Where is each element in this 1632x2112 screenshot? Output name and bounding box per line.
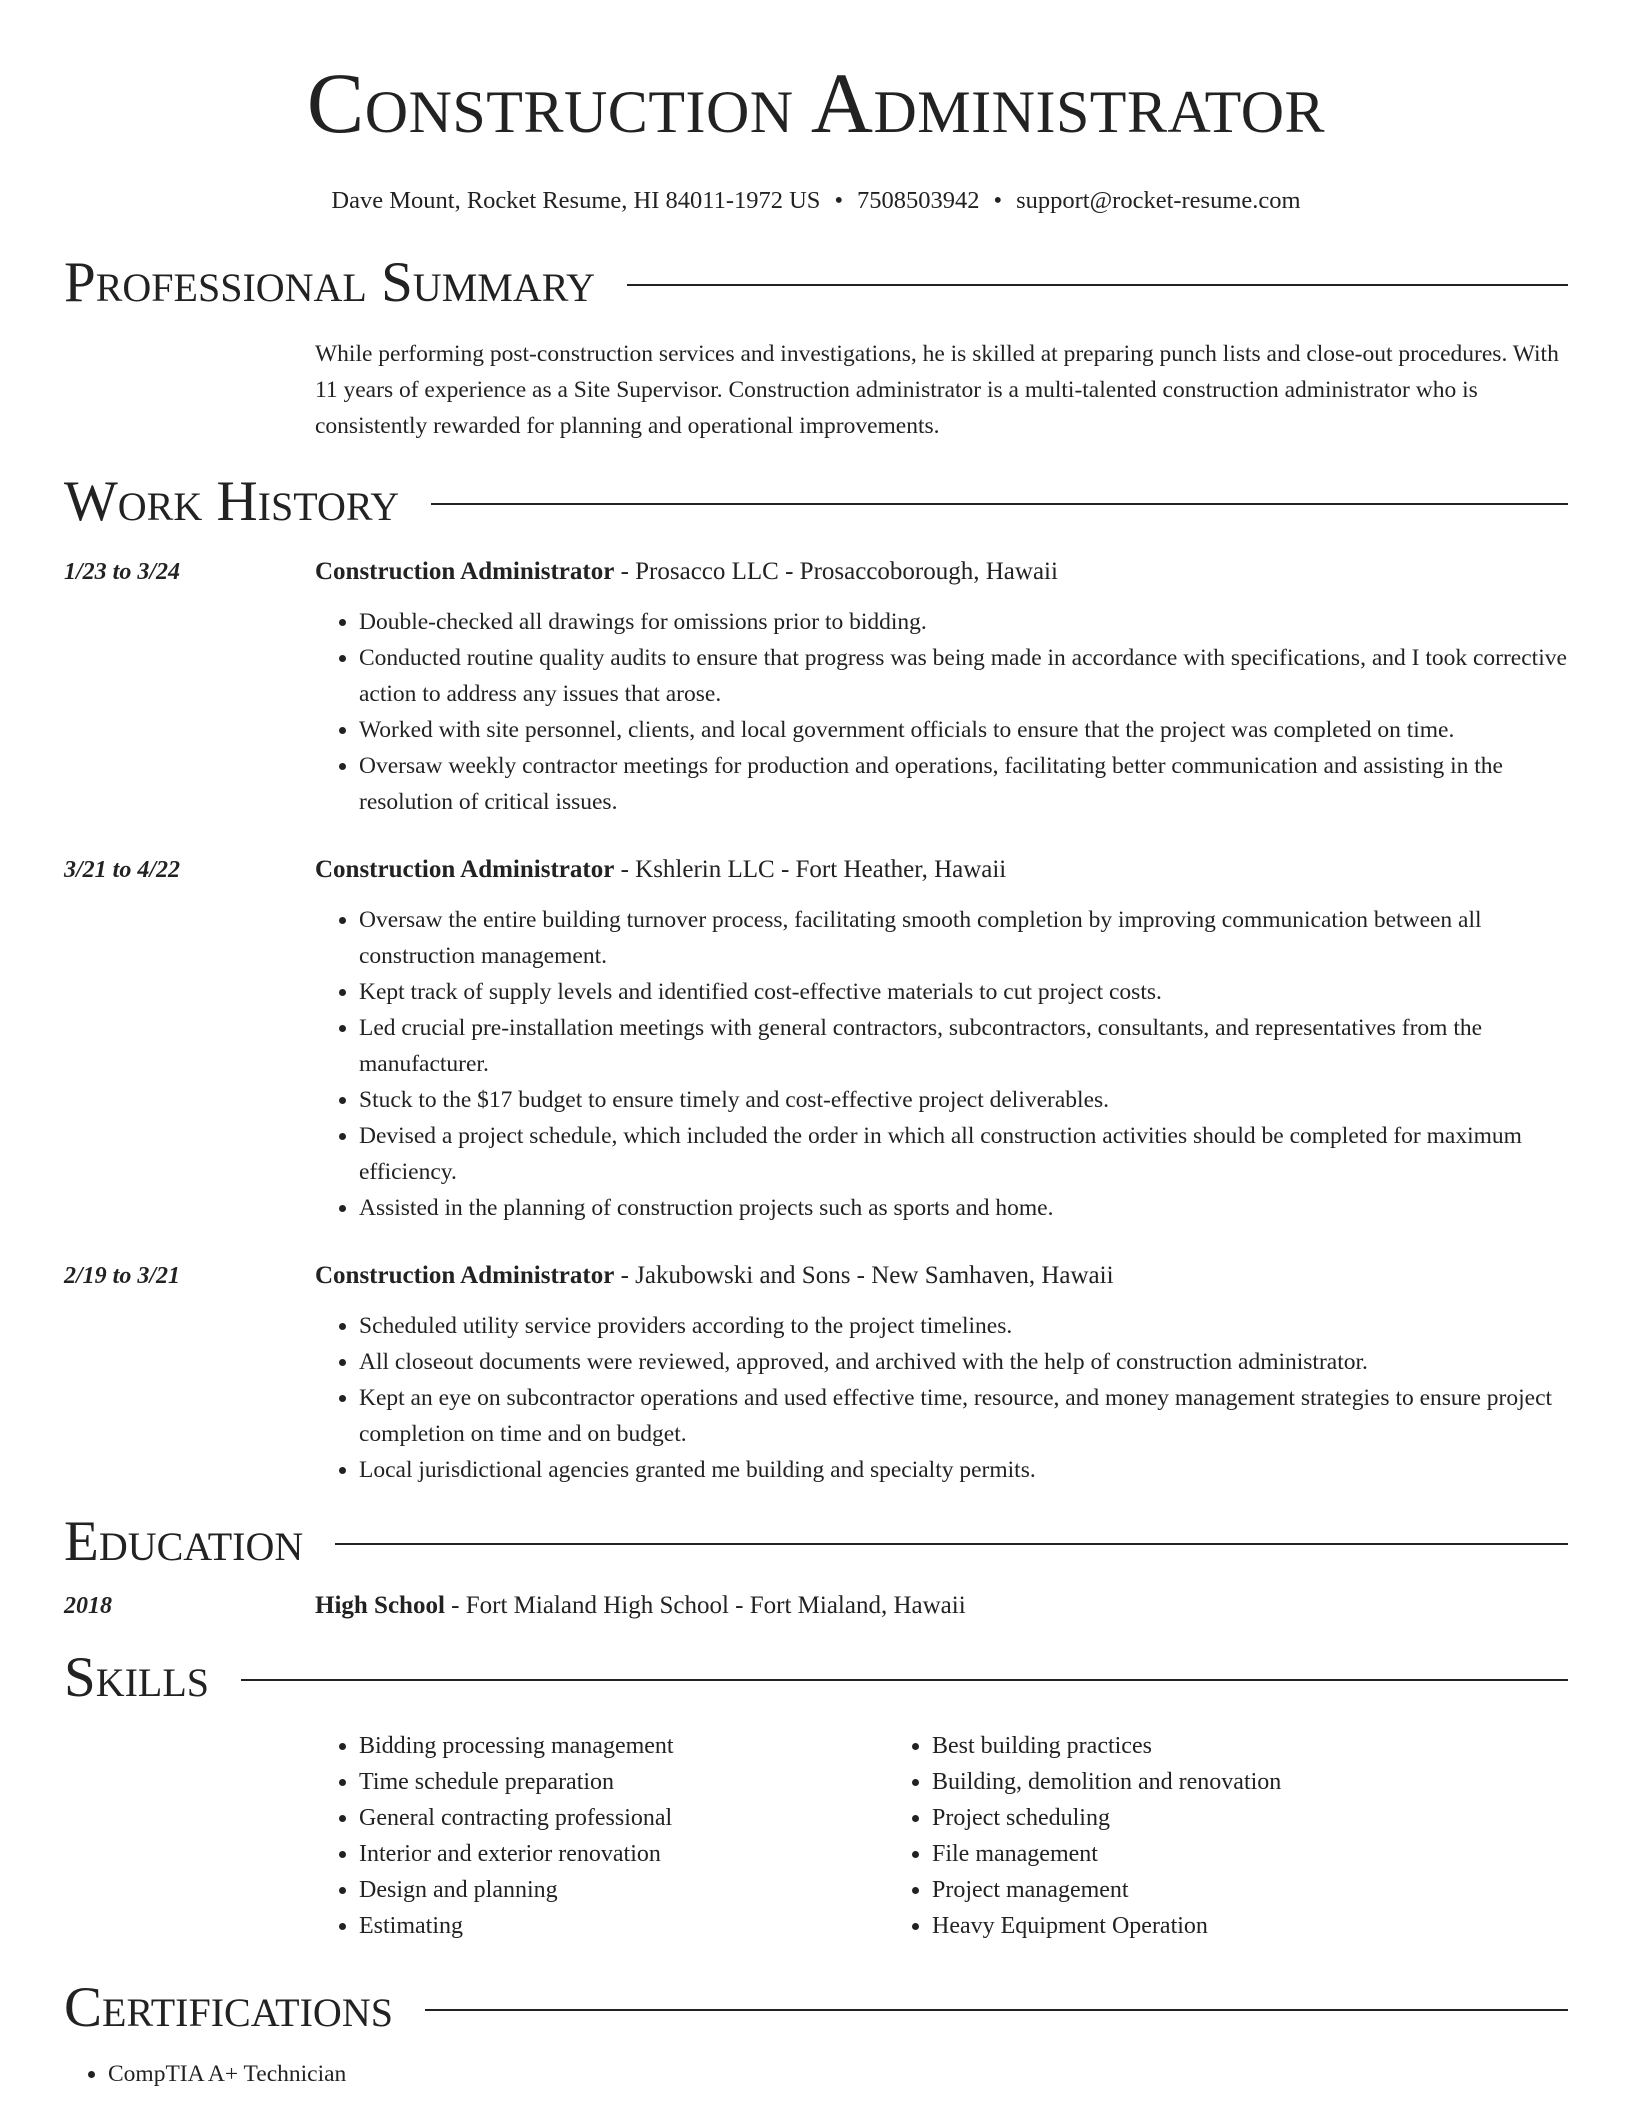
job-entry: [64, 554, 1568, 820]
job-bullet: • Local jurisdictional agencies granted me building and specialty permits.: [359, 1452, 1568, 1488]
education-degree: High School: [315, 1592, 445, 1619]
job-header: [315, 1258, 1568, 1294]
skill-item: • Time schedule preparation: [359, 1764, 888, 1800]
skill-item: • Heavy Equipment Operation: [932, 1908, 1461, 1944]
job-bullet: • Conducted routine quality audits to ensure that progress was being made in accordance with specifications, and I took corrective action to address any issues that arose.: [359, 640, 1568, 712]
job-bullet-list: [315, 604, 1568, 820]
contact-line: [64, 187, 1568, 215]
job-bullet: • Kept track of supply levels and identified cost-effective materials to cut project costs.: [359, 974, 1568, 1010]
job-bullet: • Led crucial pre-installation meetings with general contractors, subcontractors, consultants, and representatives from the manufacturer.: [359, 1010, 1568, 1082]
job-header: [315, 852, 1568, 888]
summary-text: While performing post-construction services and investigations, he is skilled at preparing punch lists and close-out procedures. With 11 years of experience as a Site Supervisor. Construction administrator is a multi-talented construction administrator who is consistently rewarded for planning and operational improvements.: [315, 341, 1559, 439]
skill-item: • Project management: [932, 1872, 1461, 1908]
section-divider: [335, 1543, 1568, 1545]
job-bullet: • Oversaw the entire building turnover process, facilitating smooth completion by improving communication between all construction management.: [359, 902, 1568, 974]
education-section-header: [64, 1512, 1568, 1572]
contact-phone: 7508503942: [857, 187, 980, 214]
job-bullet: • Scheduled utility service providers according to the project timelines.: [359, 1308, 1568, 1344]
job-dates: 1/23 to 3/24: [64, 559, 181, 585]
work-history-list: [64, 554, 1568, 1488]
job-bullet: • Oversaw weekly contractor meetings for production and operations, facilitating better communication and assisting in the resolution of critical issues.: [359, 748, 1568, 820]
job-bullet: • Devised a project schedule, which included the order in which all construction activities should be completed for maximum efficiency.: [359, 1118, 1568, 1190]
education-heading: Education: [64, 1510, 304, 1573]
skill-item: • File management: [932, 1836, 1461, 1872]
job-employer: - Jakubowski and Sons - New Samhaven, Hawaii: [614, 1262, 1114, 1289]
education-header: [315, 1588, 1568, 1624]
skills-section-header: [64, 1648, 1568, 1708]
certifications-section-header: [64, 1978, 1568, 2038]
job-bullet: • Kept an eye on subcontractor operations and used effective time, resource, and money management strategies to ensure project completion on time and on budget.: [359, 1380, 1568, 1452]
job-title: Construction Administrator: [315, 558, 615, 585]
skill-item: • Estimating: [359, 1908, 888, 1944]
job-bullet: • All closeout documents were reviewed, approved, and archived with the help of construction administrator.: [359, 1344, 1568, 1380]
skill-item: • Project scheduling: [932, 1800, 1461, 1836]
work-section-header: [64, 472, 1568, 532]
job-employer: - Kshlerin LLC - Fort Heather, Hawaii: [614, 856, 1007, 883]
job-bullet: • Worked with site personnel, clients, and local government officials to ensure that the project was completed on time.: [359, 712, 1568, 748]
contact-separator: •: [834, 187, 844, 214]
job-entry: [64, 852, 1568, 1226]
skills-list-right: [888, 1728, 1461, 1944]
job-bullet-list: [315, 1308, 1568, 1488]
work-heading: Work History: [64, 470, 400, 533]
section-divider: [241, 1679, 1568, 1681]
skills-list-left: [315, 1728, 888, 1944]
job-dates: 2/19 to 3/21: [64, 1263, 181, 1289]
summary-heading: Professional Summary: [64, 251, 596, 314]
contact-address: Dave Mount, Rocket Resume, HI 84011-1972 US: [331, 187, 821, 214]
certifications-heading: Certifications: [64, 1976, 393, 2039]
job-bullet-list: [315, 902, 1568, 1226]
certifications-list: [64, 2056, 1568, 2092]
skill-item: • Design and planning: [359, 1872, 888, 1908]
contact-separator: •: [993, 187, 1003, 214]
section-divider: [425, 2009, 1568, 2011]
job-bullet: • Assisted in the planning of construction projects such as sports and home.: [359, 1190, 1568, 1226]
skills-heading: Skills: [64, 1646, 210, 1709]
education-date: 2018: [64, 1593, 112, 1619]
skills-columns: [315, 1728, 1568, 1944]
job-employer: - Prosacco LLC - Prosaccoborough, Hawaii: [614, 558, 1058, 585]
education-entry: [64, 1588, 1568, 1624]
job-bullet: • Double-checked all drawings for omissions prior to bidding.: [359, 604, 1568, 640]
job-bullet: • Stuck to the $17 budget to ensure timely and cost-effective project deliverables.: [359, 1082, 1568, 1118]
job-title: Construction Administrator: [315, 856, 615, 883]
education-details: - Fort Mialand High School - Fort Mialand, Hawaii: [444, 1592, 966, 1619]
section-divider: [431, 503, 1568, 505]
skill-item: • Building, demolition and renovation: [932, 1764, 1461, 1800]
skill-item: • Bidding processing management: [359, 1728, 888, 1764]
skill-item: • Best building practices: [932, 1728, 1461, 1764]
summary-section-header: [64, 253, 1568, 313]
skill-item: • General contracting professional: [359, 1800, 888, 1836]
job-title: Construction Administrator: [315, 1262, 615, 1289]
contact-email: support@rocket-resume.com: [1016, 187, 1301, 214]
resume-title: Construction Administrator: [306, 55, 1326, 151]
job-header: [315, 554, 1568, 590]
job-entry: [64, 1258, 1568, 1488]
skill-item: • Interior and exterior renovation: [359, 1836, 888, 1872]
section-divider: [627, 284, 1568, 286]
job-dates: 3/21 to 4/22: [64, 857, 181, 883]
certification-item: • CompTIA A+ Technician: [108, 2056, 1568, 2092]
